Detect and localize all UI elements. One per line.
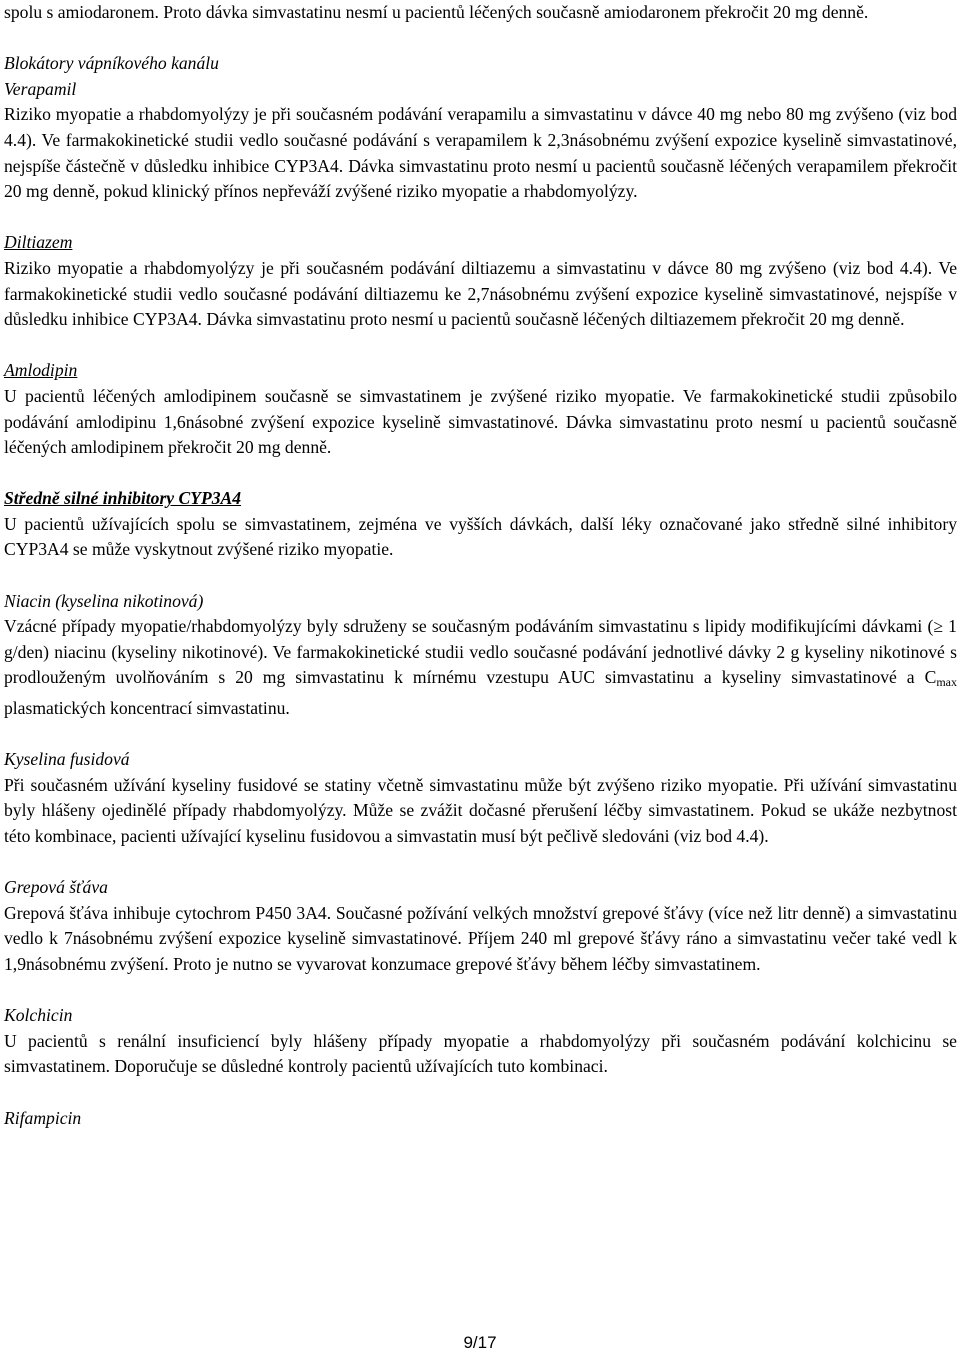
diltiazem-paragraph: Riziko myopatie a rhabdomyolýzy je při současném podávání diltiazemu a simvastatinu v dávce 80 mg zvýšeno (viz bod 4.4). Ve farmakokinetické studii vedlo současné podávání diltiazemu ke 2,7násobnému zvýšení expozice kyselině simvastatinové, nejspíše v důsledku inhibice CYP3A4. Dávka simvastatinu proto nesmí u pacientů současně léčených diltiazemem překročit 20 mg denně. <box>4 257 957 330</box>
fusidic-acid-paragraph: Při současném užívání kyseliny fusidové se statiny včetně simvastatinu může být zvýšeno riziko myopatie. Při užívání simvastatinu byly hlášeny ojedinělé případy rhabdomyolýzy. Může se zvážit dočasné přerušení léčby simvastatinem. Pokud se ukáže nezbytnost této kombinace, pacienti užívající kyselinu fusidovou a simvastatin musí být pečlivě sledováni (viz bod 4.4). <box>4 774 957 846</box>
amlodipin-paragraph: U pacientů léčených amlodipinem současně se simvastatinem je zvýšené riziko myopatie. Ve farmakokinetické studii způsobilo podávání amlodipinu 1,6násobné zvýšení expozice kyselině simvastatinové. Dávka simvastatinu proto nesmí u pacientů současně léčených amlodipinem překročit 20 mg denně. <box>4 385 957 458</box>
ccb-heading: Blokátory vápníkového kanálu <box>4 53 219 74</box>
fusidic-acid-heading: Kyselina fusidová <box>4 749 130 770</box>
moderate-inhibitors-heading: Středně silné inhibitory CYP3A4 <box>4 488 242 509</box>
niacin-text-a: Vzácné případy myopatie/rhabdomyolýzy byly sdruženy se současným podáváním simvastatinu s lipidy modifikujícími dávkami ( <box>4 616 934 637</box>
niacin-paragraph <box>4 614 957 721</box>
colchicine-heading: Kolchicin <box>4 1005 73 1026</box>
colchicine-paragraph: U pacientů s renální insuficiencí byly hlášeny případy myopatie a rhabdomyolýzy při současném podávání kolchicinu se simvastatinem. Doporučuje se důsledné kontroly pacientů užívajících tuto kombinaci. <box>4 1030 957 1077</box>
verapamil-paragraph: Riziko myopatie a rhabdomyolýzy je při současném podávání verapamilu a simvastatinu v dávce 40 mg nebo 80 mg zvýšeno (viz bod 4.4). Ve farmakokinetické studii vedlo současné podávání s verapamilem k 2,3násobnému zvýšení expozice kyselině simvastatinové, nejspíše částečně v důsledku inhibice CYP3A4. Dávka simvastatinu proto nesmí u pacientů současně léčených verapamilem překročit 20 mg denně, pokud klinický přínos nepřeváží zvýšené riziko myopatie a rhabdomyolýzy. <box>4 104 957 202</box>
grapefruit-paragraph: Grepová šťáva inhibuje cytochrom P450 3A4. Současné požívání velkých množství grepové šťávy (více než litr denně) a simvastatinu vedlo k 7násobnému zvýšení expozice kyselině simvastatinové. Příjem 240 ml grepové šťávy ráno a simvastatinu večer také vedl k 1,9násobnému zvýšení. Proto je nutno se vyvarovat konzumace grepové šťávy během léčby simvastatinem. <box>4 902 957 974</box>
niacin-dose: ≥ 1 g/den <box>4 616 957 662</box>
moderate-inhibitors-paragraph: U pacientů užívajících spolu se simvastatinem, zejména ve vyšších dávkách, další léky označované jako středně silné inhibitory CYP3A4 se může vyskytnout zvýšené riziko myopatie. <box>4 513 957 560</box>
verapamil-heading: Verapamil <box>4 78 77 99</box>
niacin-text-c: plasmatických koncentrací simvastatinu. <box>4 698 290 719</box>
rifampicin-heading: Rifampicin <box>4 1107 82 1128</box>
niacin-heading: Niacin (kyselina nikotinová) <box>4 590 204 611</box>
niacin-text-b: ) niacinu (kyseliny nikotinové). Ve farmakokinetické studii vedlo současné podávání jednotlivé dávky 2 g kyseliny nikotinové s prodlouženým uvolňováním s 20 mg simvastatinu k mírnému vzestupu AUC simvastatinu a kyseliny simvastatinové a C <box>4 641 957 688</box>
document-page <box>4 0 957 1131</box>
intro-paragraph: spolu s amiodaronem. Proto dávka simvastatinu nesmí u pacientů léčených současně amiodaronem překročit 20 mg denně. <box>4 2 869 22</box>
page-number: 9/17 <box>463 1333 497 1352</box>
niacin-subscript: max <box>936 675 957 690</box>
grapefruit-heading: Grepová šťáva <box>4 877 108 898</box>
amlodipin-heading: Amlodipin <box>4 360 78 381</box>
diltiazem-heading: Diltiazem <box>4 232 73 253</box>
